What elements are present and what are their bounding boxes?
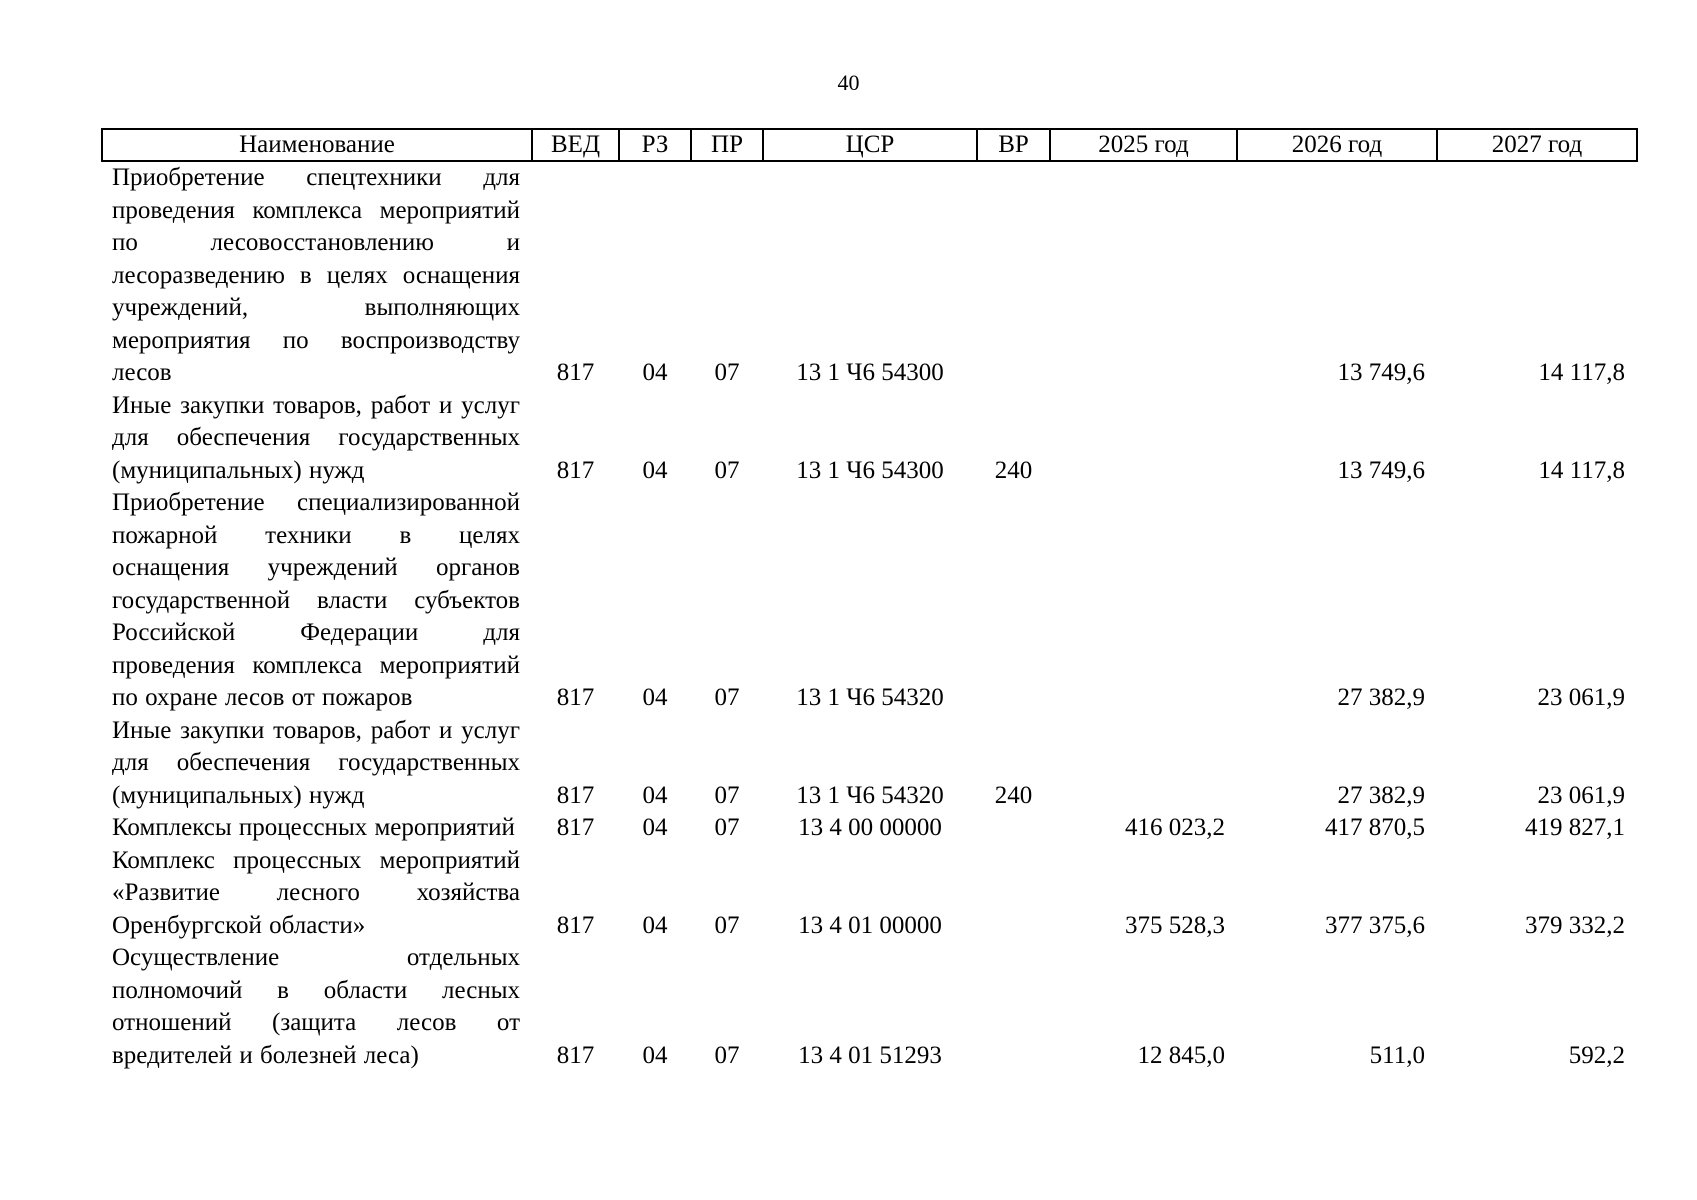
row-vr bbox=[977, 942, 1050, 1072]
row-ved: 817 bbox=[556, 781, 595, 809]
row-2025 bbox=[1050, 390, 1237, 488]
header-vr: ВР bbox=[977, 129, 1050, 161]
row-ved: 817 bbox=[556, 456, 595, 484]
header-ved: ВЕД bbox=[532, 129, 619, 161]
row-2026: 27 382,9 bbox=[1337, 684, 1425, 711]
table-row bbox=[102, 812, 1637, 845]
row-2026: 511,0 bbox=[1369, 1041, 1425, 1069]
row-ved: 817 bbox=[556, 359, 595, 386]
row-2027: 23 061,9 bbox=[1537, 781, 1625, 809]
row-2025 bbox=[1050, 487, 1237, 715]
row-name: Комплексы процессных мероприятий bbox=[112, 814, 515, 841]
table-row bbox=[102, 161, 1637, 390]
row-ved: 817 bbox=[556, 814, 595, 841]
row-rz: 04 bbox=[642, 359, 668, 386]
row-2027: 419 827,1 bbox=[1525, 814, 1625, 841]
row-name: Приобретение спецтехники для проведения комплекса мероприятий по лесовосстановлению и лесоразведению в целях оснащения учреждений, выполняющих мероприятия по воспроизводству лесов bbox=[112, 164, 520, 386]
row-csr: 13 1 Ч6 54320 bbox=[796, 781, 944, 809]
row-vr: 240 bbox=[994, 781, 1033, 809]
header-csr: ЦСР bbox=[763, 129, 977, 161]
row-2027: 592,2 bbox=[1568, 1041, 1625, 1069]
table-row bbox=[102, 942, 1637, 1072]
header-name: Наименование bbox=[102, 129, 532, 161]
table-header-row bbox=[102, 129, 1637, 161]
row-2025 bbox=[1050, 161, 1237, 390]
row-2025: 375 528,3 bbox=[1125, 911, 1225, 939]
header-rz: РЗ bbox=[619, 129, 691, 161]
row-name: Осуществление отдельных полномочий в области лесных отношений (защита лесов от вредителей и болезней леса) bbox=[112, 944, 520, 1069]
row-2027: 23 061,9 bbox=[1537, 684, 1625, 711]
row-pr: 07 bbox=[714, 684, 740, 711]
header-2027: 2027 год bbox=[1437, 129, 1637, 161]
row-2027: 14 117,8 bbox=[1538, 359, 1625, 386]
row-csr: 13 4 01 51293 bbox=[798, 1041, 942, 1069]
row-ved: 817 bbox=[556, 684, 595, 711]
row-vr bbox=[977, 487, 1050, 715]
row-2026: 377 375,6 bbox=[1325, 911, 1425, 939]
row-name: Иные закупки товаров, работ и услуг для обеспечения государственных (муниципальных) нужд bbox=[112, 716, 520, 809]
table-row bbox=[102, 487, 1637, 715]
row-vr: 240 bbox=[994, 456, 1033, 484]
row-pr: 07 bbox=[714, 814, 740, 841]
row-2026: 417 870,5 bbox=[1325, 814, 1425, 841]
row-2025: 12 845,0 bbox=[1137, 1041, 1225, 1069]
row-csr: 13 1 Ч6 54300 bbox=[796, 456, 944, 484]
row-pr: 07 bbox=[714, 456, 740, 484]
row-2026: 13 749,6 bbox=[1337, 456, 1425, 484]
header-pr: ПР bbox=[691, 129, 763, 161]
table-row bbox=[102, 845, 1637, 943]
row-vr bbox=[977, 161, 1050, 390]
row-name: Иные закупки товаров, работ и услуг для обеспечения государственных (муниципальных) нужд bbox=[112, 391, 520, 484]
header-2026: 2026 год bbox=[1237, 129, 1437, 161]
row-csr: 13 4 01 00000 bbox=[798, 911, 942, 939]
row-rz: 04 bbox=[642, 814, 668, 841]
row-vr bbox=[977, 845, 1050, 943]
row-name: Комплекс процессных мероприятий «Развитие лесного хозяйства Оренбургской области» bbox=[112, 846, 520, 939]
page-number: 40 bbox=[837, 70, 860, 95]
row-rz: 04 bbox=[642, 456, 668, 484]
table-row bbox=[102, 390, 1637, 488]
row-2027: 379 332,2 bbox=[1525, 911, 1625, 939]
row-rz: 04 bbox=[642, 781, 668, 809]
row-ved: 817 bbox=[556, 911, 595, 939]
row-2026: 27 382,9 bbox=[1337, 781, 1425, 809]
budget-table bbox=[101, 128, 1638, 1072]
row-csr: 13 1 Ч6 54300 bbox=[796, 359, 944, 386]
row-rz: 04 bbox=[642, 911, 668, 939]
row-pr: 07 bbox=[714, 359, 740, 386]
row-2025 bbox=[1050, 715, 1237, 813]
row-csr: 13 4 00 00000 bbox=[798, 814, 942, 841]
row-2026: 13 749,6 bbox=[1337, 359, 1425, 386]
row-pr: 07 bbox=[714, 781, 740, 809]
table-row bbox=[102, 715, 1637, 813]
row-csr: 13 1 Ч6 54320 bbox=[796, 684, 944, 711]
row-pr: 07 bbox=[714, 911, 740, 939]
row-rz: 04 bbox=[642, 1041, 668, 1069]
row-ved: 817 bbox=[556, 1041, 595, 1069]
row-pr: 07 bbox=[714, 1041, 740, 1069]
row-2025: 416 023,2 bbox=[1125, 814, 1225, 841]
row-2027: 14 117,8 bbox=[1538, 456, 1625, 484]
header-2025: 2025 год bbox=[1050, 129, 1237, 161]
row-name: Приобретение специализированной пожарной техники в целях оснащения учреждений органов государственной власти субъектов Российской Федерации для проведения комплекса мероприятий по охране лесов от пожаров bbox=[112, 489, 520, 711]
row-vr bbox=[977, 812, 1050, 845]
row-rz: 04 bbox=[642, 684, 668, 711]
